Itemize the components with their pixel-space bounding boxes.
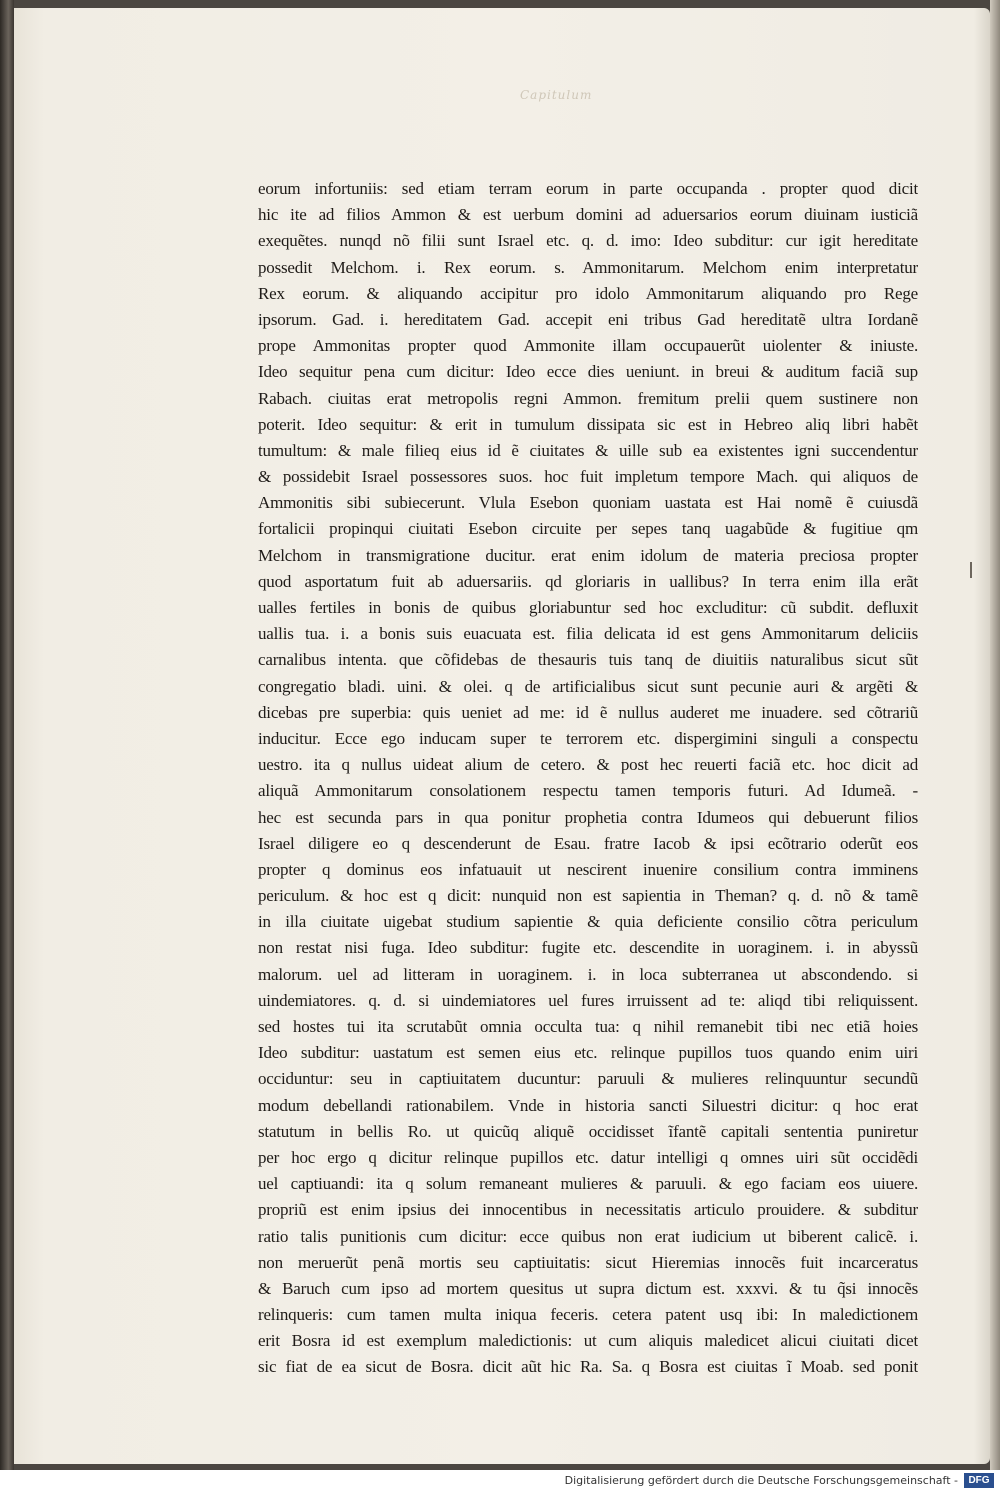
- text-line: uindemiatores. q. d. si uindemiatores uel fures irruissent ad te: aliqd tibi reliquissent.: [258, 990, 918, 1010]
- text-line: inducitur. Ecce ego inducam super te terrorem etc. dispergimini singuli a conspectu: [258, 728, 918, 748]
- text-line: sic fiat de ea sicut de Bosra. dicit aũt hic Ra. Sa. q Bosra est ciuitas ĩ Moab. sed ponit: [258, 1357, 918, 1377]
- text-line: & Baruch cum ipso ad mortem quesitus ut supra dictum est. xxxvi. & tu q̃si innocẽs: [258, 1278, 918, 1298]
- text-line: statutum in bellis Ro. ut quicũq aliquẽ occidisset ĩfantẽ capitali sententia puniretur: [258, 1121, 918, 1141]
- book-left-edge: [0, 0, 14, 1470]
- text-block: [258, 176, 918, 1407]
- text-line: uestro. ita q nullus uideat alium de cetero. & post hec reuerti faciã etc. hoc dicit ad: [258, 755, 918, 775]
- text-line: non restat nisi fuga. Ideo subditur: fugite etc. descendite in uoraginem. i. in abyssũ: [258, 938, 918, 958]
- text-line: in illa ciuitate uigebat studium sapientie & quia deficiente consilio cõtra periculum: [258, 912, 918, 932]
- text-line: fortalicii propinqui ciuitati Esebon circuite per sepes tanq uagabũde & fugitiue qm: [258, 519, 918, 539]
- text-line: poterit. Ideo sequitur: & erit in tumulum dissipata sic est in Hebreo aliq libri habẽt: [258, 414, 918, 434]
- text-line: hec est secunda pars in qua ponitur prophetia contra Idumeos qui debuerunt filios: [258, 807, 918, 827]
- text-line: periculum. & hoc est q dicit: nunquid non est sapientia in Theman? q. d. nõ & tamẽ: [258, 886, 918, 906]
- text-line: exequẽtes. nunqd nõ filii sunt Israel etc. q. d. imo: Ideo subditur: cur igit hereditate: [258, 231, 918, 251]
- text-line: possedit Melchom. i. Rex eorum. s. Ammonitarum. Melchom enim interpretatur: [258, 257, 918, 277]
- text-line: Ideo subditur: uastatum est semen eius etc. relinque pupillos tuos quando enim uiri: [258, 1043, 918, 1063]
- text-line: eorum infortuniis: sed etiam terram eorum in parte occupanda . propter quod dicit: [258, 179, 918, 198]
- text-line: relinqueris: cum tamen multa iniqua feceris. cetera patent usq ibi: In maledictionem: [258, 1305, 918, 1325]
- funding-credit: Digitalisierung gefördert durch die Deutsche Forschungsgemeinschaft -: [564, 1474, 958, 1487]
- text-line: dicebas pre superbia: quis ueniet ad me: id ẽ nullus auderet me inuadere. sed cõtrariũ: [258, 702, 918, 722]
- text-line: aliquã Ammonitarum consolationem respectu tamen temporis futuri. Ad Idumeã. -: [258, 781, 918, 801]
- margin-mark: [970, 562, 972, 578]
- text-line: carnalibus intenta. que cõfidebas de thesauris tuis tanq de diuitiis naturalibus sicut sũt: [258, 650, 918, 670]
- text-line: hic ite ad filios Ammon & est uerbum domini ad aduersarios eorum diuinam iusticiã: [258, 205, 918, 225]
- running-head: Capitulum: [520, 88, 593, 102]
- book-right-edge: [990, 0, 1000, 1470]
- text-line: Rex eorum. & aliquando accipitur pro idolo Ammonitarum aliquando pro Rege: [258, 283, 918, 303]
- text-line: Ideo sequitur pena cum dicitur: Ideo ecce dies ueniunt. in breui & auditum faciã sup: [258, 362, 918, 382]
- text-line: uallis tua. i. a bonis suis euacuata est. filia delicata id est gens Ammonitarum deliciis: [258, 624, 918, 644]
- text-line: ratio talis punitionis cum dicitur: ecce quibus non erat iudicium ut biberent calicẽ. i.: [258, 1226, 918, 1246]
- text-line: Rabach. ciuitas erat metropolis regni Ammon. fremitum prelii quem sustinere non: [258, 388, 918, 408]
- text-line: per hoc ergo q dicitur relinque pupillos etc. datur intelligi q omnes uiri sũt occidẽdi: [258, 1147, 918, 1167]
- text-line: erit Bosra id est exemplum maledictionis: ut cum aliquis maledicet alicui ciuitati dicet: [258, 1331, 918, 1351]
- text-line: propriũ est enim ipsius dei innocentibus in necessitatis articulo prouidere. & subditur: [258, 1200, 918, 1220]
- text-line: uel captiuandi: ita q solum remaneant mulieres & paruuli. & ego faciam eos uiuere.: [258, 1174, 918, 1194]
- text-line: [258, 1381, 918, 1407]
- text-line: occiduntur: seu in captiuitatem ducuntur: paruuli & mulieres relinquuntur secundũ: [258, 1069, 918, 1089]
- text-line: quod asportatum fuit ab aduersariis. qd gloriaris in uallibus? In terra enim illa erãt: [258, 571, 918, 591]
- text-line: Ammonitis sibi subiecerunt. Vlula Esebon quoniam uastata est Hai nomẽ ẽ cuiusdã: [258, 493, 918, 513]
- text-line: & possidebit Israel possessores suos. hoc fuit impletum tempore Mach. qui aliquos de: [258, 467, 918, 487]
- text-line: malorum. uel ad litteram in uoraginem. i. in loca subterranea ut abscondendo. si: [258, 964, 918, 984]
- text-line: ipsorum. Gad. i. hereditatem Gad. accepit eni tribus Gad hereditatẽ ultra Iordanẽ: [258, 309, 918, 329]
- text-line: modum debellandi rationabilem. Vnde in historia sancti Siluestri dicitur: q hoc erat: [258, 1095, 918, 1115]
- text-line: ualles fertiles in bonis de quibus gloriabuntur sed hoc excluditur: cũ subdit. defluxit: [258, 598, 918, 617]
- text-line: congregatio bladi. uini. & olei. q de artificialibus sicut sunt pecunie auri & argẽti &: [258, 676, 918, 696]
- dfg-logo-icon[interactable]: DFG: [964, 1473, 994, 1488]
- footer-bar: [0, 1470, 1000, 1493]
- text-line: non meruerũt penã mortis seu captiuitatis: sicut Hieremias innocẽs fuit incarceratus: [258, 1252, 918, 1272]
- text-line: propter q dominus eos infatuauit ut nescirent inuenire consilium contra imminens: [258, 859, 918, 879]
- text-line: tumultum: & male filieq eius id ẽ ciuitates & uille sub ea existentes igni succendentur: [258, 440, 918, 460]
- text-line: Melchom in transmigratione ducitur. erat enim idolum de materia preciosa propter: [258, 545, 918, 565]
- text-line: Israel diligere eo q descenderunt de Esau. fratre Iacob & ipsi ecõtrario oderũt eos: [258, 833, 918, 853]
- text-line: sed hostes tui ita scrutabũt omnia occulta tua: q nihil remanebit tibi nec etiã hoies: [258, 1017, 918, 1036]
- text-line: prope Ammonitas propter quod Ammonite illam occupauerũt uiolenter & iniuste.: [258, 336, 918, 356]
